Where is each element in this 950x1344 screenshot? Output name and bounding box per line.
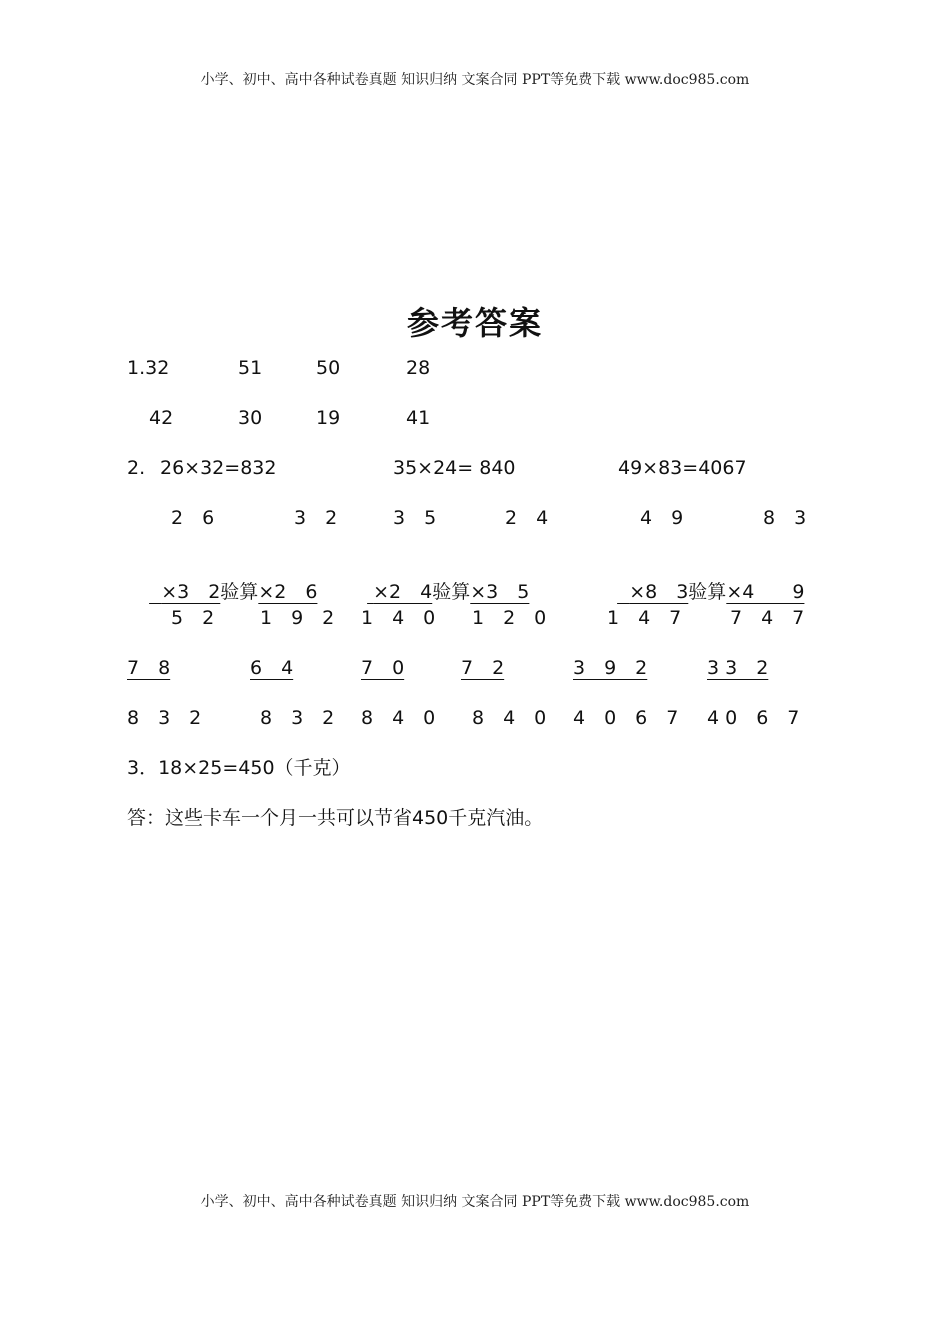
q1-answer: 28 [406, 357, 431, 379]
multiplier: ×3 5 [470, 581, 530, 603]
operand-top: 4 9 [640, 507, 684, 529]
check-label: 验算 [432, 581, 471, 603]
partial-product: 7 8 [127, 657, 171, 679]
partial-product: 1 4 0 [361, 607, 436, 629]
partial-product: 7 0 [361, 657, 405, 679]
q1-answer: 50 [316, 357, 341, 379]
q2-equation: 35×24= 840 [393, 457, 516, 479]
check-label: 验算 [688, 581, 727, 603]
operand-top: 2 6 [171, 507, 215, 529]
q1-answer: 19 [316, 407, 341, 429]
q1-answer: 41 [406, 407, 431, 429]
partial-product: 3 3 2 [707, 657, 769, 679]
page-header: 小学、初中、高中各种试卷真题 知识归纳 文案合同 PPT等免费下载 www.doc985.com [200, 72, 750, 88]
partial-product: 1 4 7 [607, 607, 682, 629]
multiplier-row [605, 556, 804, 604]
operand-top: 2 4 [505, 507, 549, 529]
q1-answer: 1.32 [127, 357, 170, 379]
product-result: 8 3 2 [127, 707, 202, 729]
q2-label: 2. [127, 457, 146, 479]
q1-answer: 30 [238, 407, 263, 429]
operand-top: 3 5 [393, 507, 437, 529]
q1-answer: 42 [149, 407, 174, 429]
page-footer: 小学、初中、高中各种试卷真题 知识归纳 文案合同 PPT等免费下载 www.doc985.com [200, 1194, 750, 1210]
partial-product: 6 4 [250, 657, 294, 679]
partial-product: 3 9 2 [573, 657, 648, 679]
operand-top: 8 3 [763, 507, 807, 529]
q2-equation: 49×83=4067 [618, 457, 747, 479]
multiplier-row [137, 556, 317, 604]
partial-product: 1 9 2 [260, 607, 335, 629]
q3-answer: 答：这些卡车一个月一共可以节省450千克汽油。 [127, 807, 544, 829]
q1-answer: 51 [238, 357, 263, 379]
page-title: 参考答案 [406, 304, 543, 342]
multiplier-row [355, 556, 529, 604]
product-result: 8 3 2 [260, 707, 335, 729]
product-result: 4 0 6 7 [573, 707, 679, 729]
partial-product: 7 4 7 [730, 607, 805, 629]
product-result: 8 4 0 [361, 707, 436, 729]
q2-equation: 26×32=832 [160, 457, 277, 479]
multiplier: ×3 2 [161, 581, 221, 603]
operand-top: 3 2 [294, 507, 338, 529]
multiplier: ×2 4 [373, 581, 433, 603]
check-label: 验算 [220, 581, 259, 603]
multiplier: ×8 3 [629, 581, 689, 603]
partial-product: 5 2 [171, 607, 215, 629]
multiplier: ×4 9 [726, 581, 805, 603]
q3-equation: 3．18×25=450（千克） [127, 757, 351, 779]
partial-product: 1 2 0 [472, 607, 547, 629]
product-result: 4 0 6 7 [707, 707, 800, 729]
product-result: 8 4 0 [472, 707, 547, 729]
multiplier: ×2 6 [258, 581, 318, 603]
partial-product: 7 2 [461, 657, 505, 679]
